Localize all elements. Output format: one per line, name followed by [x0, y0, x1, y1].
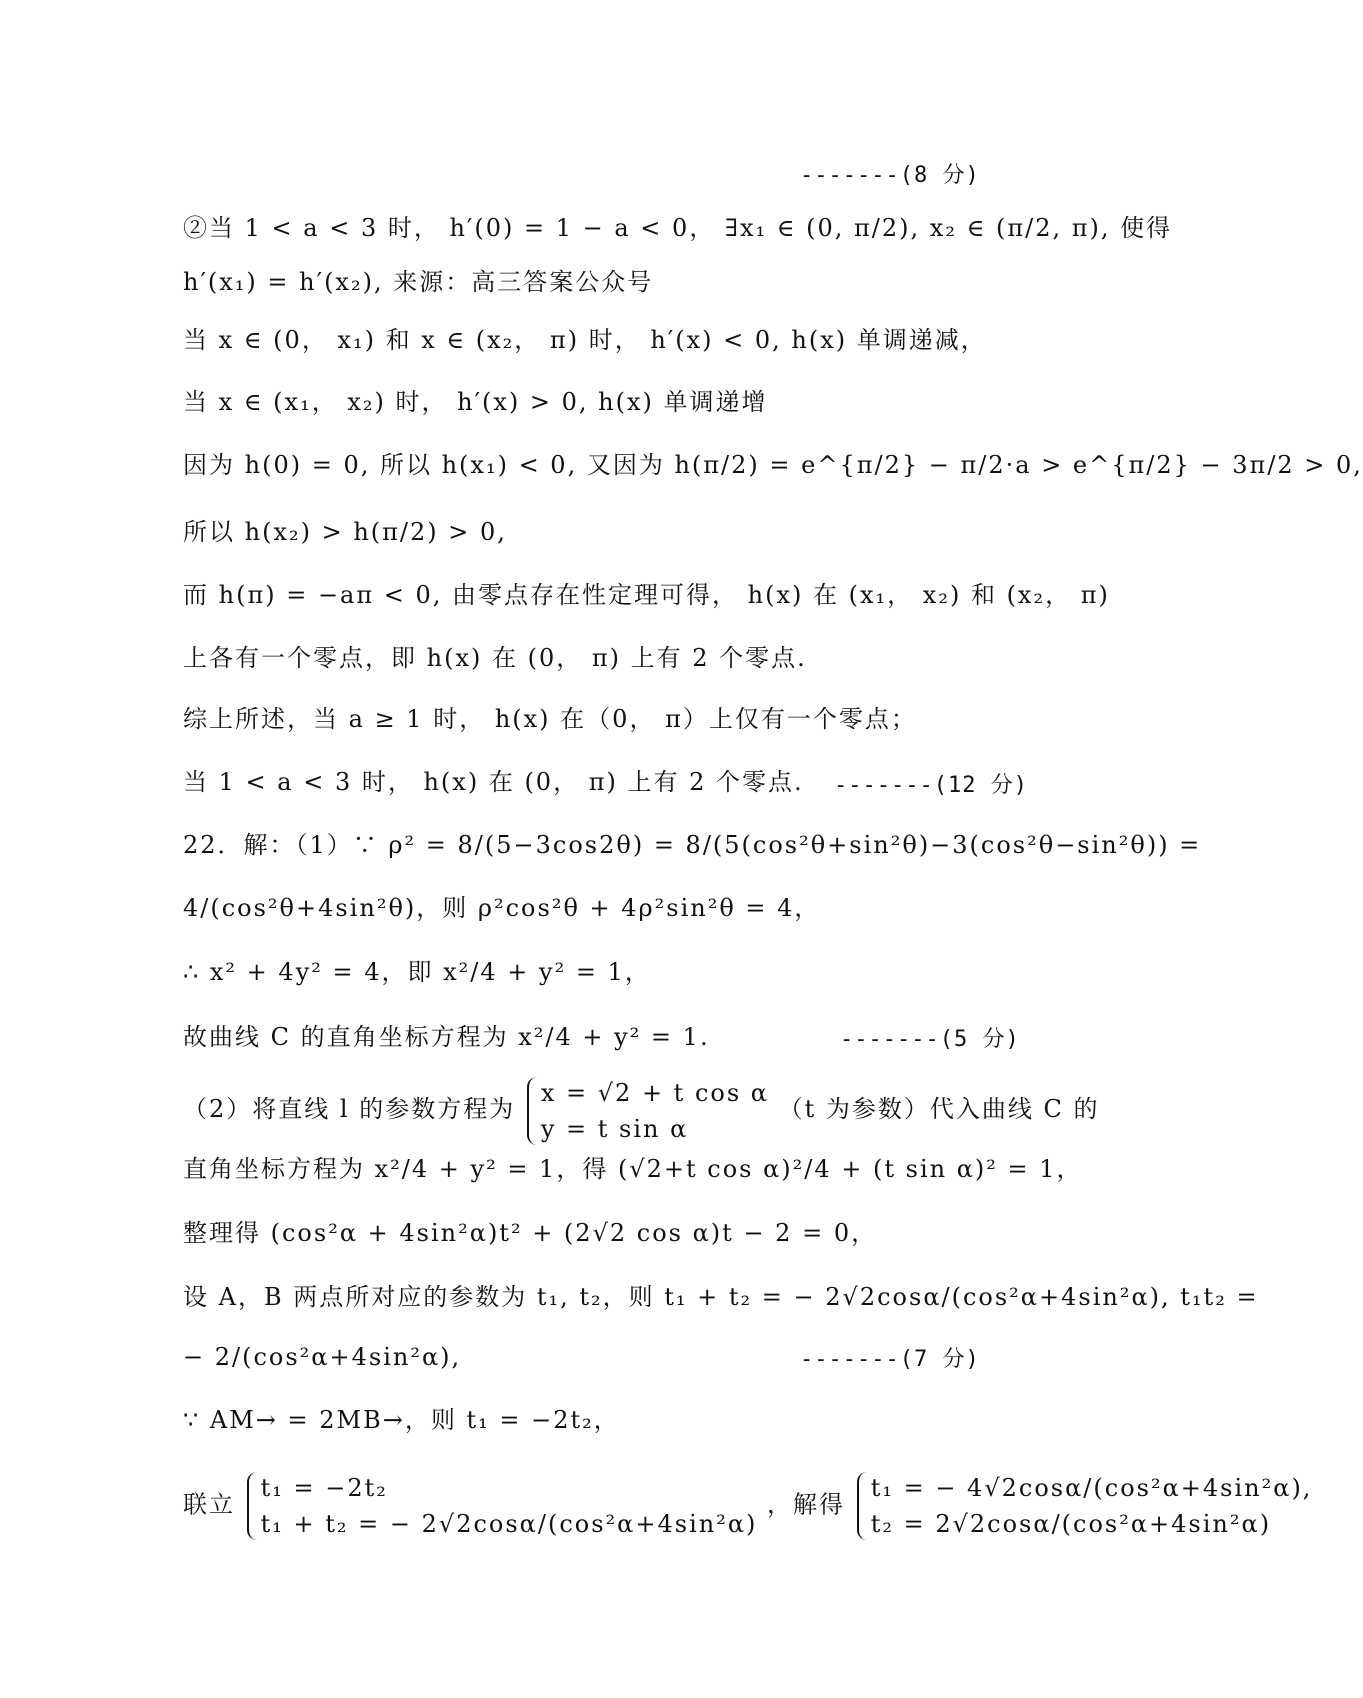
joint-system — [245, 1470, 758, 1542]
text-line-3: 当 x ∈ (x₁， x₂) 时， h′(x) > 0, h(x) 单调递增 — [183, 388, 768, 416]
text-line-11: 4/(cos²θ+4sin²θ)，则 ρ²cos²θ + 4ρ²sin²θ = 4， — [183, 894, 821, 922]
text-line-2: 当 x ∈ (0， x₁) 和 x ∈ (x₂， π) 时， h′(x) < 0, h(x) 单调递减， — [183, 326, 987, 354]
text-line-8: 综上所述，当 a ≥ 1 时， h(x) 在（0， π）上仅有一个零点； — [183, 705, 917, 733]
joint-eq-2: t₁ + t₂ = − 2√2cosα/(cos²α+4sin²α) — [260, 1510, 758, 1538]
line14-post: （t 为参数）代入曲线 C 的 — [778, 1095, 1100, 1123]
score-7: -------(7 分) — [800, 1347, 980, 1372]
line20-pre: 联立 — [183, 1490, 235, 1519]
text-line-17: 设 A，B 两点所对应的参数为 t₁, t₂，则 t₁ + t₂ = − 2√2cosα/(cos²α+4sin²α), t₁t₂ = — [183, 1283, 1259, 1311]
text-line-12: ∴ x² + 4y² = 4，即 x²/4 + y² = 1， — [183, 958, 651, 986]
text-line-16: 整理得 (cos²α + 4sin²α)t² + (2√2 cos α)t − 2 = 0， — [183, 1219, 878, 1247]
solution-system — [855, 1470, 1313, 1542]
text-line-4: 因为 h(0) = 0, 所以 h(x₁) < 0, 又因为 h(π/2) = e^{π/2} − π/2·a > e^{π/2} − 3π/2 > 0, — [183, 451, 1363, 479]
param-equation-system — [525, 1075, 769, 1147]
text-line-10: 22．解：（1）∵ ρ² = 8/(5−3cos2θ) = 8/(5(cos²θ+sin²θ)−3(cos²θ−sin²θ)) = — [183, 831, 1202, 859]
param-equation-x: x = √2 + t cos α — [540, 1078, 769, 1107]
solution-t1: t₁ = − 4√2cosα/(cos²α+4sin²α), — [870, 1474, 1313, 1502]
text-line-1b: h′(x₁) = h′(x₂), 来源：高三答案公众号 — [183, 268, 654, 296]
score-8: -------(8 分) — [800, 163, 980, 188]
text-line-7: 上各有一个零点，即 h(x) 在 (0， π) 上有 2 个零点. — [183, 644, 807, 672]
joint-eq-1: t₁ = −2t₂ — [260, 1474, 388, 1502]
line20-mid: ，解得 — [767, 1490, 846, 1519]
text-line-15: 直角坐标方程为 x²/4 + y² = 1，得 (√2+t cos α)²/4 + (t sin α)² = 1， — [183, 1155, 1083, 1183]
text-line-20 — [183, 1470, 1312, 1542]
text-line-18: − 2/(cos²α+4sin²α), — [183, 1343, 462, 1371]
score-5: -------(5 分) — [840, 1027, 1020, 1052]
text-line-14 — [183, 1073, 1100, 1147]
text-line-1a: ②当 1 < a < 3 时， h′(0) = 1 − a < 0， ∃x₁ ∈ (0, π/2), x₂ ∈ (π/2, π), 使得 — [183, 214, 1173, 242]
text-line-19: ∵ AM→ = 2MB→，则 t₁ = −2t₂， — [183, 1406, 620, 1434]
text-line-13: 故曲线 C 的直角坐标方程为 x²/4 + y² = 1. — [183, 1023, 710, 1051]
score-12: -------(12 分) — [834, 773, 1028, 798]
param-equation-y: y = t sin α — [540, 1114, 689, 1143]
text-line-5: 所以 h(x₂) > h(π/2) > 0, — [183, 518, 507, 546]
text-line-6: 而 h(π) = −aπ < 0, 由零点存在性定理可得， h(x) 在 (x₁， x₂) 和 (x₂， π) — [183, 581, 1110, 609]
solution-t2: t₂ = 2√2cosα/(cos²α+4sin²α) — [870, 1510, 1272, 1538]
line14-pre: （2）将直线 l 的参数方程为 — [183, 1095, 516, 1123]
text-line-9: 当 1 < a < 3 时， h(x) 在 (0， π) 上有 2 个零点. — [183, 768, 804, 796]
